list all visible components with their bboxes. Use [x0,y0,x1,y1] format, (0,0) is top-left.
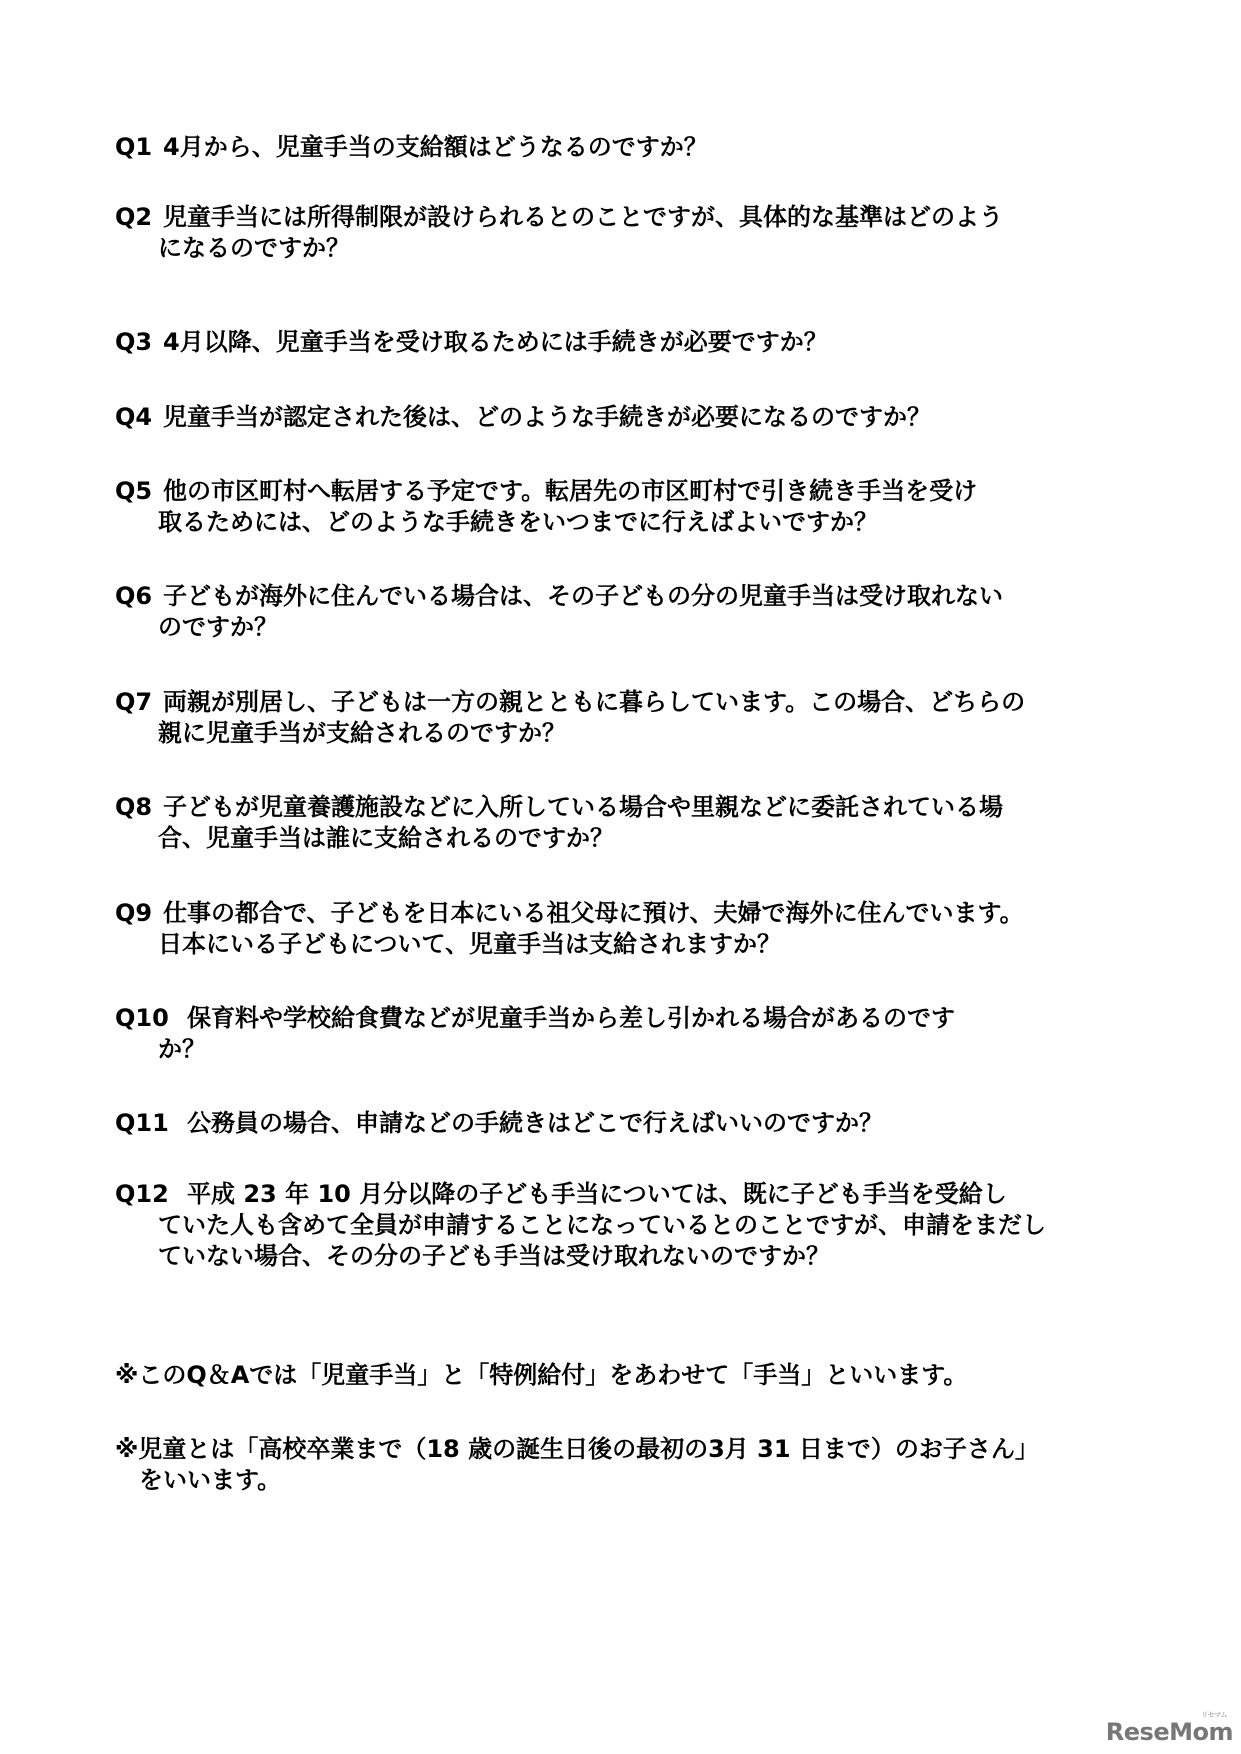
question-line [115,327,1135,358]
question-number: Q4 [115,403,153,431]
question-item [115,132,1135,163]
question-item [115,1003,1135,1065]
question-line [115,898,1135,929]
question-line [115,1210,1135,1241]
question-number: Q2 [115,203,153,231]
question-text: 両親が別居し、子どもは一方の親とともに暮らしています。この場合、どちらの [163,688,1026,716]
question-line [115,1034,1135,1065]
question-text: 日本にいる子どもについて、児童手当は支給されますか？ [158,930,782,958]
question-number: Q3 [115,328,153,356]
question-item [115,476,1135,538]
question-item [115,202,1135,264]
question-text: になるのですか？ [158,234,350,262]
question-text: か？ [158,1035,206,1063]
logo-kana: リセマム [1201,1711,1227,1719]
question-item [115,1179,1135,1272]
question-line [115,202,1135,233]
question-line [115,792,1135,823]
question-number: Q12 [115,1180,169,1208]
question-text: ていない場合、その分の子ども手当は受け取れないのですか？ [158,1242,830,1270]
question-line [115,1108,1135,1139]
question-text: 親に児童手当が支給されるのですか？ [158,719,566,747]
question-line [115,1003,1135,1034]
resemom-logo [1105,1711,1233,1746]
question-number: Q6 [115,582,153,610]
question-number: Q1 [115,133,153,161]
note [115,1434,1039,1496]
question-text: 平成 23 年 10 月分以降の子ども手当については、既に子ども手当を受給し [187,1180,1007,1208]
logo-text: ReseMom [1105,1718,1233,1746]
question-item [115,792,1135,854]
question-text: 児童手当が認定された後は、どのような手続きが必要になるのですか？ [163,403,931,431]
question-text: 子どもが児童養護施設などに入所している場合や里親などに委託されている場 [163,793,1003,821]
question-line [115,929,1135,960]
question-line [115,1179,1135,1210]
question-line [115,581,1135,612]
question-line [115,612,1135,643]
question-text: 取るためには、どのような手続きをいつまでに行えばよいですか？ [158,508,878,536]
question-item [115,687,1135,749]
question-item [115,581,1135,643]
question-line [115,132,1135,163]
question-item [115,1108,1135,1139]
note-line: ※児童とは「高校卒業まで（18 歳の誕生日後の最初の3月 31 日まで）のお子さん」 [115,1435,1039,1463]
note-line: ※このQ＆Aでは「児童手当」と「特例給付」をあわせて「手当」といいます。 [115,1361,968,1389]
question-number: Q10 [115,1004,169,1032]
question-line [115,1241,1135,1272]
question-item [115,898,1135,960]
question-line [115,718,1135,749]
question-item [115,327,1135,358]
question-text: 保育料や学校給食費などが児童手当から差し引かれる場合があるのです [187,1004,955,1032]
question-text: 児童手当には所得制限が設けられるとのことですが、具体的な基準はどのよう [163,203,1003,231]
question-item [115,402,1135,433]
question-text: 仕事の都合で、子どもを日本にいる祖父母に預け、夫婦で海外に住んでいます。 [163,899,1024,927]
question-number: Q5 [115,477,153,505]
question-text: ていた人も含めて全員が申請することになっているとのことですが、申請をまだし [158,1211,1046,1239]
question-text: 他の市区町村へ転居する予定です。転居先の市区町村で引き続き手当を受け [163,477,978,505]
question-number: Q7 [115,688,153,716]
question-text: 子どもが海外に住んでいる場合は、その子どもの分の児童手当は受け取れない [163,582,1003,610]
note [115,1360,967,1391]
question-text: 4月以降、児童手当を受け取るためには手続きが必要ですか？ [163,328,828,356]
note-line: をいいます。 [115,1466,282,1494]
question-line [115,823,1135,854]
question-line [115,476,1135,507]
question-text: 公務員の場合、申請などの手続きはどこで行えばいいのですか？ [187,1109,883,1137]
question-line [115,233,1135,264]
question-text: 合、児童手当は誰に支給されるのですか？ [158,824,614,852]
question-number: Q8 [115,793,153,821]
question-number: Q9 [115,899,153,927]
question-line [115,687,1135,718]
question-text: 4月から、児童手当の支給額はどうなるのですか？ [163,133,708,161]
question-number: Q11 [115,1109,169,1137]
question-line [115,507,1135,538]
question-text: のですか？ [158,613,278,641]
question-line [115,402,1135,433]
